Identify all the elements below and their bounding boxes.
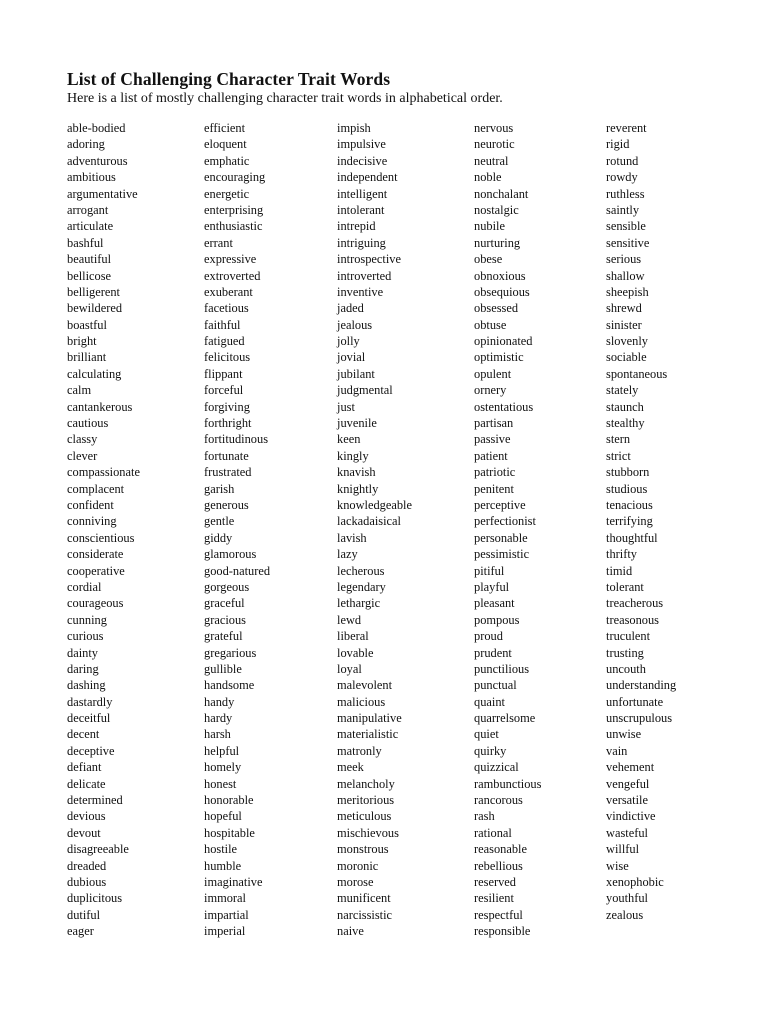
word-list-item: slovenly [606,334,648,349]
word-list-item: shrewd [606,301,642,316]
word-list-item: patient [474,448,508,463]
word-list-item: disagreeable [67,842,129,857]
word-list-item: forthright [204,416,252,431]
word-list-item: lethargic [337,596,381,611]
word-list-item: arrogant [67,202,109,217]
word-list-item: brilliant [67,350,107,365]
word-list-item: adoring [67,137,105,152]
word-list-item: loyal [337,661,362,676]
word-list-item: shallow [606,268,645,283]
word-list-item: delicate [67,776,106,791]
word-list-item: introverted [337,268,392,283]
word-list-item: quarrelsome [474,711,536,726]
word-list-item: good-natured [204,563,271,578]
word-list-item: extroverted [204,268,261,283]
word-list-item: vindictive [606,809,656,824]
word-list-item: judgmental [337,383,393,398]
word-list-item: helpful [204,743,240,758]
word-column-1 [67,120,140,940]
word-list-item: rational [474,825,512,840]
word-list-item: rigid [606,137,630,152]
word-list-item: terrifying [606,514,653,529]
word-list-item: jubilant [337,366,375,381]
word-list-item: fortunate [204,448,249,463]
word-list-item: intelligent [337,186,388,201]
word-list-item: mischievous [337,825,399,840]
word-list-item: gorgeous [204,579,250,594]
word-list-item: beautiful [67,252,112,267]
word-list-item: cautious [67,416,109,431]
word-list-item: lecherous [337,563,385,578]
word-list-item: clever [67,448,98,463]
word-list-item: obsequious [474,284,530,299]
word-list-item: kingly [337,448,369,463]
word-list-item: nervous [474,121,514,135]
word-list-item: ostentatious [474,399,534,414]
word-list-item: neurotic [474,137,515,152]
word-list-item: stern [606,432,631,447]
word-list-item: knavish [337,465,376,480]
word-list-item: bright [67,334,97,349]
word-list-item: prudent [474,645,512,660]
word-list-item: confident [67,497,114,512]
word-list-item: gullible [204,661,242,676]
word-list-item: homely [204,760,242,775]
word-list-item: calm [67,383,92,398]
word-list-item: opinionated [474,334,533,349]
word-list-item: juvenile [337,416,377,431]
word-list-item: exuberant [204,284,253,299]
word-list-item: lovable [337,645,374,660]
word-list-item: passive [474,432,511,447]
word-list-item: morose [337,874,374,889]
word-list-item: matronly [337,743,382,758]
word-list-item: trusting [606,645,644,660]
word-list-item: handsome [204,678,255,693]
word-list-item: partisan [474,416,514,431]
word-list-item: noble [474,170,502,185]
word-list-item: wise [606,858,629,873]
word-list-item: hardy [204,711,233,726]
word-list-item: rebellious [474,858,523,873]
word-list-item: belligerent [67,284,120,299]
word-list-item: patriotic [474,465,516,480]
word-list-item: perceptive [474,497,526,512]
word-list-item: calculating [67,366,122,381]
word-list-item: determined [67,793,123,808]
word-list-item: stealthy [606,416,645,431]
word-list-item: inventive [337,284,384,299]
word-list-item: jolly [337,334,360,349]
word-list-item: deceptive [67,743,115,758]
word-list-item: meek [337,760,364,775]
word-list-item: manipulative [337,711,402,726]
word-list-item: gregarious [204,645,257,660]
word-list-item: dainty [67,645,98,660]
word-list-item: tenacious [606,497,653,512]
word-list-item: meticulous [337,809,392,824]
word-list-item: lazy [337,547,358,562]
word-list-item: quiet [474,727,499,742]
word-list-item: opulent [474,366,512,381]
word-list-item: argumentative [67,186,138,201]
word-list-item: dreaded [67,858,107,873]
word-list-item: jealous [337,317,373,332]
word-list-item: pleasant [474,596,515,611]
word-list-item: truculent [606,629,651,644]
word-list-item: just [337,399,355,414]
word-list-item: bellicose [67,268,112,283]
word-list-item: quirky [474,743,507,758]
word-list-item: intrepid [337,219,376,234]
word-list-item: timid [606,563,633,578]
word-list-item: naive [337,924,364,939]
word-list-item: perfectionist [474,514,536,529]
word-list-item: meritorious [337,793,395,808]
word-list-item: legendary [337,579,386,594]
word-list-item: sensible [606,219,646,234]
word-list-item: efficient [204,121,246,135]
word-list-item: nostalgic [474,202,519,217]
word-list-item: monstrous [337,842,389,857]
word-list-item: nonchalant [474,186,529,201]
word-list-item: nurturing [474,235,521,250]
word-list-item: thoughtful [606,530,658,545]
word-list-item: moronic [337,858,379,873]
word-list-item: fortitudinous [204,432,269,447]
word-list-item: enterprising [204,202,264,217]
word-list-item: indecisive [337,153,388,168]
word-list-item: strict [606,448,631,463]
word-list-item: daring [67,661,99,676]
word-list-item: facetious [204,301,249,316]
word-list-item: malicious [337,694,386,709]
word-list-item: defiant [67,760,102,775]
word-list-item: unscrupulous [606,711,673,726]
word-list-item: gracious [204,612,246,627]
word-list-item: respectful [474,907,523,922]
word-list-item: playful [474,579,510,594]
word-list-item: independent [337,170,398,185]
word-list-item: studious [606,481,648,496]
word-list-item: dashing [67,678,106,693]
word-list-item: conniving [67,514,117,529]
word-list-item: cordial [67,579,102,594]
word-list-item: melancholy [337,776,395,791]
word-list-item: intriguing [337,235,386,250]
word-list-item: rambunctious [474,776,542,791]
word-list-item: munificent [337,891,391,906]
word-list-item: generous [204,497,249,512]
word-list-item: garish [204,481,235,496]
word-list-item: obese [474,252,503,267]
page-subtitle: Here is a list of mostly challenging character trait words in alphabetical order. [67,91,503,106]
word-list-item: stubborn [606,465,650,480]
word-list-item: articulate [67,219,114,234]
word-list-item: considerate [67,547,124,562]
word-list-item: staunch [606,399,644,414]
word-list-item: forgiving [204,399,250,414]
word-list-item: courageous [67,596,124,611]
word-list-item: wasteful [606,825,648,840]
word-list-item: personable [474,530,528,545]
word-list-item: expressive [204,252,257,267]
word-list-item: deceitful [67,711,111,726]
word-list-item: rowdy [606,170,638,185]
word-list-item: hostile [204,842,238,857]
word-list-item: obtuse [474,317,507,332]
word-list-item: vehement [606,760,655,775]
word-list-item: devout [67,825,101,840]
word-list-item: imaginative [204,874,263,889]
word-list-item: serious [606,252,642,267]
word-list-item: honorable [204,793,254,808]
word-list-item: malevolent [337,678,393,693]
word-list-item: decent [67,727,100,742]
word-list-item: vengeful [606,776,650,791]
word-list-item: ambitious [67,170,116,185]
word-list-item: duplicitous [67,891,123,906]
word-list-item: vain [606,743,628,758]
word-list-item: felicitous [204,350,251,365]
word-list-item: fatigued [204,334,245,349]
word-list-item: willful [606,842,640,857]
word-list-item: jaded [337,301,364,316]
word-list-item: intolerant [337,202,385,217]
word-list-item: dubious [67,874,107,889]
word-list-item: able-bodied [67,121,126,135]
word-list-item: grateful [204,629,243,644]
word-list-item: proud [474,629,503,644]
word-list-item: uncouth [606,661,646,676]
word-list-item: responsible [474,924,531,939]
word-list-item: eloquent [204,137,247,152]
word-list-item: liberal [337,629,369,644]
word-list-item: quizzical [474,760,519,775]
word-list-item: harsh [204,727,231,742]
word-list-item: bewildered [67,301,123,316]
word-list-item: dutiful [67,907,101,922]
word-list-item: rotund [606,153,639,168]
word-list-item: pompous [474,612,520,627]
word-list-item: eager [67,924,94,939]
word-list-item: saintly [606,202,640,217]
word-list-item: treasonous [606,612,659,627]
word-list-item: impish [337,121,371,135]
word-list-item: classy [67,432,98,447]
word-list-item: impulsive [337,137,386,152]
word-list-item: reasonable [474,842,527,857]
word-list-item: knowledgeable [337,497,413,512]
word-list-item: devious [67,809,106,824]
word-list-item: lackadaisical [337,514,401,529]
word-list-item: understanding [606,678,677,693]
word-list-item: treacherous [606,596,664,611]
word-list-item: optimistic [474,350,524,365]
word-list-item: quaint [474,694,505,709]
word-list-item: cantankerous [67,399,133,414]
word-list-item: youthful [606,891,648,906]
word-list-item: flippant [204,366,243,381]
word-list-item: conscientious [67,530,135,545]
word-list-item: dastardly [67,694,113,709]
word-list-item: knightly [337,481,379,496]
word-list-item: lavish [337,530,367,545]
word-list-item: punctual [474,678,517,693]
word-list-item: stately [606,383,639,398]
word-list-item: keen [337,432,361,447]
word-list-item: handy [204,694,235,709]
word-list-item: rancorous [474,793,523,808]
word-list-item: energetic [204,186,250,201]
word-list-item: faithful [204,317,241,332]
word-list-item: forceful [204,383,244,398]
word-list-item: materialistic [337,727,399,742]
word-list-item: cooperative [67,563,125,578]
word-list-item: humble [204,858,242,873]
word-list-item: nubile [474,219,505,234]
word-column-4 [474,120,541,940]
word-column-3 [337,120,412,940]
word-list-item: honest [204,776,237,791]
word-list-item: unwise [606,727,642,742]
word-column-5 [606,120,676,923]
word-list-item: frustrated [204,465,252,480]
word-list-item: cunning [67,612,107,627]
word-list-item: sinister [606,317,642,332]
word-list-item: giddy [204,530,233,545]
word-list-item: impartial [204,907,249,922]
word-list-item: introspective [337,252,401,267]
word-list-item: obsessed [474,301,519,316]
word-list-item: hospitable [204,825,255,840]
word-list-item: sociable [606,350,647,365]
word-list-item: enthusiastic [204,219,263,234]
word-list-item: tolerant [606,579,644,594]
word-list-item: unfortunate [606,694,664,709]
word-list-item: curious [67,629,104,644]
word-list-item: xenophobic [606,874,664,889]
word-list-item: hopeful [204,809,242,824]
word-list-item: pessimistic [474,547,530,562]
page-title: List of Challenging Character Trait Words [67,69,391,89]
word-list-item: compassionate [67,465,140,480]
word-list-item: encouraging [204,170,266,185]
word-list-item: complacent [67,481,125,496]
word-list-item: narcissistic [337,907,393,922]
word-list-item: ornery [474,383,507,398]
word-list-item: glamorous [204,547,257,562]
word-list-item: errant [204,235,233,250]
word-list-item: zealous [606,907,644,922]
word-list-item: obnoxious [474,268,526,283]
word-list-item: versatile [606,793,648,808]
word-list-item: sensitive [606,235,650,250]
word-list-item: adventurous [67,153,128,168]
word-list-item: sheepish [606,284,649,299]
word-list-item: bashful [67,235,104,250]
word-list-item: spontaneous [606,366,668,381]
word-list-item: immoral [204,891,246,906]
word-list-item: graceful [204,596,245,611]
word-list-item: penitent [474,481,514,496]
word-list-item: gentle [204,514,235,529]
word-list-item: pitiful [474,563,505,578]
word-list-item: neutral [474,153,509,168]
word-list-item: lewd [337,612,362,627]
word-list-item: resilient [474,891,514,906]
word-list-item: reverent [606,121,647,135]
word-list-item: boastful [67,317,107,332]
word-column-2 [204,120,270,940]
word-list-item: emphatic [204,153,250,168]
word-list-item: rash [474,809,495,824]
word-list-item: jovial [337,350,366,365]
word-list-item: imperial [204,924,246,939]
word-list-item: thrifty [606,547,637,562]
word-list-item: reserved [474,874,516,889]
word-list-item: ruthless [606,186,645,201]
word-list-item: punctilious [474,661,530,676]
